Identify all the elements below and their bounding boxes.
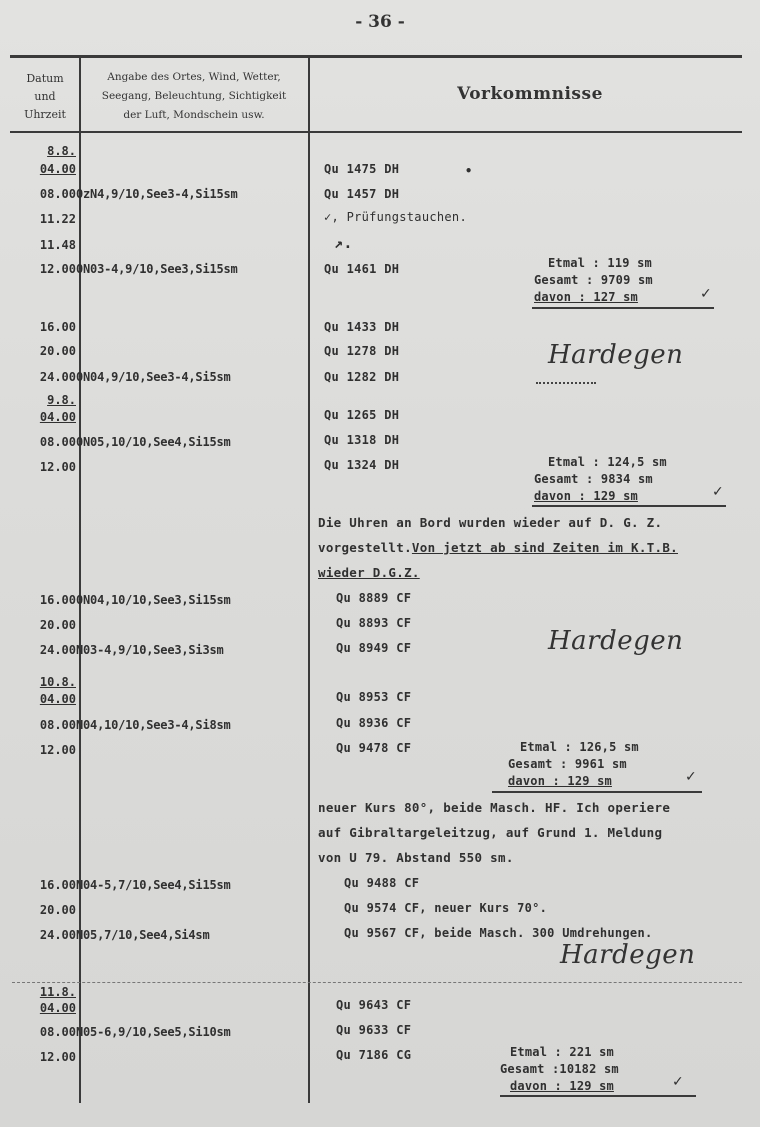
event-cell: ↗. bbox=[334, 234, 353, 252]
etmal-line: Etmal : 124,5 sm bbox=[548, 455, 667, 469]
dot-mark: • bbox=[465, 164, 473, 178]
position-cell: Qu 9478 CF bbox=[336, 741, 412, 755]
weather-cell: 0N04,9/10,See3-4,Si5sm bbox=[76, 370, 231, 384]
date-cell: 8.8. bbox=[47, 144, 76, 158]
position-cell: Qu 1324 DH bbox=[324, 458, 400, 472]
header-date-time: Datum und Uhrzeit bbox=[24, 72, 66, 121]
time-cell: 24.00 bbox=[39, 370, 76, 384]
stat-rule bbox=[532, 505, 726, 507]
signature: Hardegen bbox=[560, 940, 696, 970]
dashed-separator bbox=[12, 982, 742, 983]
weather-cell: 0zN4,9/10,See3-4,Si15sm bbox=[76, 187, 238, 201]
time-cell: 08.00 bbox=[39, 1025, 76, 1039]
signature-dots bbox=[536, 382, 596, 384]
date-cell: 10.8. bbox=[39, 675, 76, 689]
header-events: Vorkommnisse bbox=[457, 84, 603, 104]
position-cell: Qu 9574 CF, neuer Kurs 70°. bbox=[344, 901, 548, 915]
position-cell: Qu 1282 DH bbox=[324, 370, 400, 384]
time-cell: 16.00 bbox=[39, 878, 76, 892]
position-cell: Qu 8889 CF bbox=[336, 591, 412, 605]
date-cell: 9.8. bbox=[47, 393, 76, 407]
etmal-line: Etmal : 126,5 sm bbox=[520, 740, 639, 754]
position-cell: Qu 1457 DH bbox=[324, 187, 400, 201]
page-number: - 36 - bbox=[355, 12, 405, 32]
signature: Hardegen bbox=[548, 626, 684, 656]
time-cell: 11.48 bbox=[39, 238, 76, 252]
column-divider-2 bbox=[308, 58, 310, 1103]
time-cell: 12.00 bbox=[39, 743, 76, 757]
weather-cell: 0N03-4,9/10,See3,Si15sm bbox=[76, 262, 238, 276]
gesamt-line: Gesamt : 9709 sm bbox=[534, 273, 653, 287]
etmal-line: Etmal : 221 sm bbox=[510, 1045, 614, 1059]
time-cell: 24.00 bbox=[39, 928, 76, 942]
narrative-line: auf Gibraltargeleitzug, auf Grund 1. Meldung bbox=[318, 825, 663, 840]
position-cell: Qu 9488 CF bbox=[344, 876, 420, 890]
position-cell: Qu 8936 CF bbox=[336, 716, 412, 730]
narrative-line: neuer Kurs 80°, beide Masch. HF. Ich operiere bbox=[318, 800, 671, 815]
position-cell: Qu 1278 DH bbox=[324, 344, 400, 358]
narrative-line: von U 79. Abstand 550 sm. bbox=[318, 850, 514, 865]
davon-line: davon : 129 sm bbox=[534, 489, 638, 503]
narrative-line: wieder D.G.Z. bbox=[318, 565, 420, 580]
position-cell: Qu 8949 CF bbox=[336, 641, 412, 655]
time-cell: 08.00 bbox=[39, 718, 76, 732]
position-cell: Qu 1265 DH bbox=[324, 408, 400, 422]
check-mark-icon: ✓ bbox=[672, 1074, 684, 1090]
position-cell: Qu 1461 DH bbox=[324, 262, 400, 276]
time-cell: 04.00 bbox=[39, 1001, 76, 1015]
davon-line: davon : 129 sm bbox=[508, 774, 612, 788]
time-cell: 04.00 bbox=[39, 162, 76, 176]
narrative-line: vorgestellt.Von jetzt ab sind Zeiten im K.T.B. bbox=[318, 540, 678, 555]
event-cell: ✓, Prüfungstauchen. bbox=[324, 210, 467, 224]
time-cell: 04.00 bbox=[39, 410, 76, 424]
weather-cell: N05-6,9/10,See5,Si10sm bbox=[76, 1025, 231, 1039]
time-cell: 12.00 bbox=[39, 460, 76, 474]
check-mark-icon: ✓ bbox=[700, 286, 712, 302]
time-cell: 16.00 bbox=[39, 593, 76, 607]
position-cell: Qu 1475 DH bbox=[324, 162, 400, 176]
position-cell: Qu 1433 DH bbox=[324, 320, 400, 334]
stat-rule bbox=[492, 791, 702, 793]
time-cell: 20.00 bbox=[39, 903, 76, 917]
position-cell: Qu 1318 DH bbox=[324, 433, 400, 447]
gesamt-line: Gesamt : 9961 sm bbox=[508, 757, 627, 771]
time-cell: 20.00 bbox=[39, 344, 76, 358]
time-cell: 12.00 bbox=[39, 262, 76, 276]
weather-cell: N04-5,7/10,See4,Si15sm bbox=[76, 878, 231, 892]
davon-line: davon : 127 sm bbox=[534, 290, 638, 304]
date-cell: 11.8. bbox=[39, 985, 76, 999]
time-cell: 11.22 bbox=[39, 212, 76, 226]
position-cell: Qu 9567 CF, beide Masch. 300 Umdrehungen. bbox=[344, 926, 653, 940]
weather-cell: 0N04,10/10,See3,Si15sm bbox=[76, 593, 231, 607]
time-cell: 24.00 bbox=[39, 643, 76, 657]
table-top-rule bbox=[10, 55, 742, 58]
header-bottom-rule bbox=[10, 131, 742, 133]
etmal-line: Etmal : 119 sm bbox=[548, 256, 652, 270]
time-cell: 04.00 bbox=[39, 692, 76, 706]
narrative-line: Die Uhren an Bord wurden wieder auf D. G. Z. bbox=[318, 515, 663, 530]
weather-cell: 0N05,10/10,See4,Si15sm bbox=[76, 435, 231, 449]
weather-cell: N04,10/10,See3-4,Si8sm bbox=[76, 718, 231, 732]
time-cell: 20.00 bbox=[39, 618, 76, 632]
time-cell: 12.00 bbox=[39, 1050, 76, 1064]
stat-rule bbox=[500, 1095, 696, 1097]
time-cell: 08.00 bbox=[39, 435, 76, 449]
weather-cell: N05,7/10,See4,Si4sm bbox=[76, 928, 210, 942]
column-divider-1 bbox=[79, 58, 81, 1103]
gesamt-line: Gesamt : 9834 sm bbox=[534, 472, 653, 486]
time-cell: 16.00 bbox=[39, 320, 76, 334]
time-cell: 08.00 bbox=[39, 187, 76, 201]
position-cell: Qu 7186 CG bbox=[336, 1048, 412, 1062]
check-mark-icon: ✓ bbox=[685, 769, 697, 785]
signature: Hardegen bbox=[548, 340, 684, 370]
stat-rule bbox=[532, 307, 714, 309]
position-cell: Qu 8953 CF bbox=[336, 690, 412, 704]
weather-cell: N03-4,9/10,See3,Si3sm bbox=[76, 643, 224, 657]
position-cell: Qu 9633 CF bbox=[336, 1023, 412, 1037]
position-cell: Qu 8893 CF bbox=[336, 616, 412, 630]
header-location-weather: Angabe des Ortes, Wind, Wetter, Seegang, Beleuchtung, Sichtigkeit der Luft, Mondschein usw. bbox=[101, 71, 287, 121]
check-mark-icon: ✓ bbox=[712, 484, 724, 500]
davon-line: davon : 129 sm bbox=[510, 1079, 614, 1093]
position-cell: Qu 9643 CF bbox=[336, 998, 412, 1012]
gesamt-line: Gesamt :10182 sm bbox=[500, 1062, 619, 1076]
